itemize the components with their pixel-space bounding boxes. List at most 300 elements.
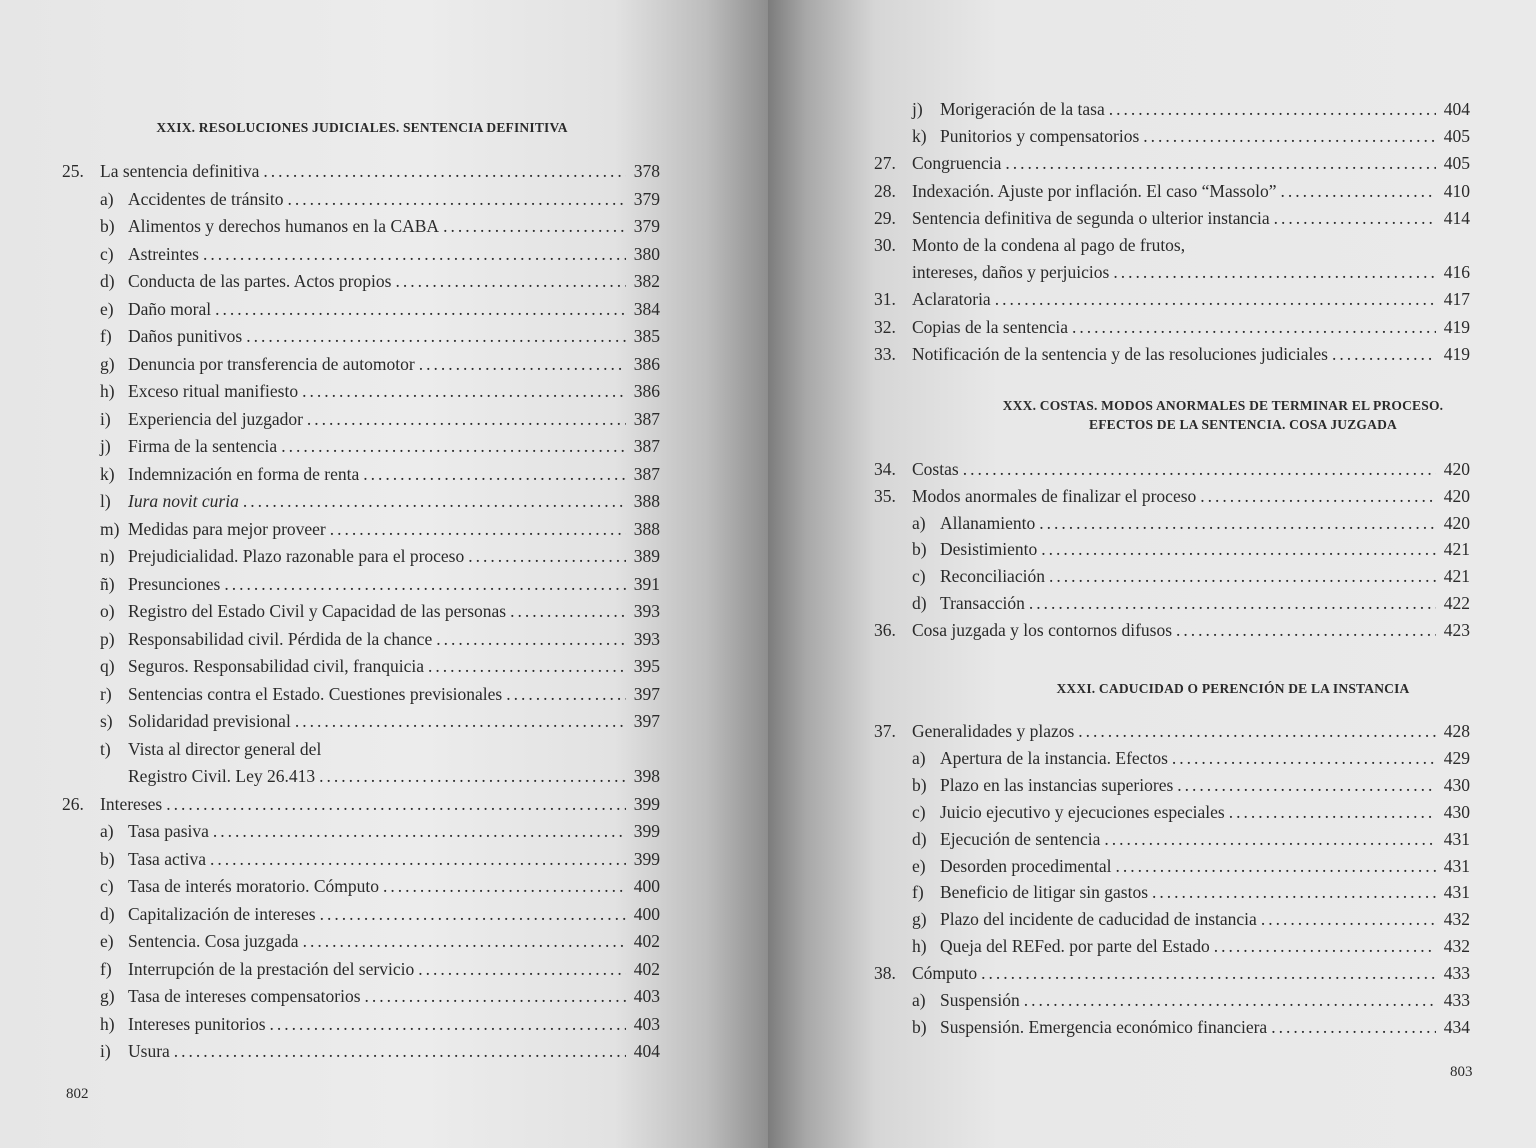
entry-title: Sentencias contra el Estado. Cuestiones previsionales xyxy=(128,683,503,704)
toc-entry xyxy=(62,378,660,405)
entry-letter: k) xyxy=(912,126,927,147)
entry-title: Cosa juzgada y los contornos difusos xyxy=(912,619,1173,640)
entry-number xyxy=(874,772,912,799)
entry-number xyxy=(62,626,100,653)
entry-letter: l) xyxy=(100,491,111,511)
toc-entry xyxy=(62,213,660,240)
toc-entry xyxy=(62,1011,660,1038)
toc-entry-multiline-first xyxy=(874,232,1470,259)
entry-page: 397 xyxy=(633,683,660,704)
entry-letter: f) xyxy=(100,958,112,979)
entry-title: Desistimiento xyxy=(940,539,1038,560)
entry-page: 405 xyxy=(1443,153,1470,174)
entry-letter: a) xyxy=(912,747,926,768)
entry-title: Congruencia xyxy=(912,153,1002,174)
entry-title: Denuncia por transferencia de automotor xyxy=(128,353,415,374)
entry-title: Tasa activa xyxy=(128,848,206,869)
entry-title: Medidas para mejor proveer xyxy=(128,518,326,539)
entry-page: 402 xyxy=(633,958,660,979)
entry-number xyxy=(62,406,100,433)
entry-title: Registro Civil. Ley 26.413 xyxy=(128,766,316,786)
entry-number xyxy=(62,901,100,928)
entry-title: Transacción xyxy=(940,593,1025,613)
entry-page: 378 xyxy=(633,161,660,181)
entry-number xyxy=(874,510,912,537)
entry-page: 422 xyxy=(1443,593,1470,613)
right-page xyxy=(768,0,1536,1148)
entry-title: Queja del REFed. por parte del Estado xyxy=(940,936,1210,957)
dot-leader xyxy=(1172,745,1436,772)
entry-page: 385 xyxy=(633,326,660,346)
toc-entry xyxy=(874,772,1470,799)
dot-leader xyxy=(307,406,626,433)
entry-number xyxy=(62,928,100,955)
entry-page: 410 xyxy=(1443,180,1470,201)
entry-title: Ejecución de sentencia xyxy=(940,828,1101,849)
entry-number xyxy=(62,488,100,515)
section-title-xxx-line2: EFECTOS DE LA SENTENCIA. COSA JUZGADA xyxy=(1089,417,1397,432)
entry-page: 421 xyxy=(1443,539,1470,560)
entry-page: 400 xyxy=(633,903,660,924)
entry-page: 379 xyxy=(633,188,660,209)
entry-number xyxy=(874,590,912,617)
dot-leader xyxy=(468,543,626,570)
toc-entry-multiline-first xyxy=(62,736,660,763)
toc-entry xyxy=(874,906,1470,933)
toc-entry xyxy=(62,268,660,295)
dot-leader xyxy=(963,456,1436,483)
entry-number: 37. xyxy=(874,721,896,741)
entry-number: 36. xyxy=(874,619,896,640)
entry-title: Generalidades y plazos xyxy=(912,721,1075,741)
entry-title: Tasa de interés moratorio. Cómputo xyxy=(128,876,380,896)
dot-leader xyxy=(1116,853,1436,880)
dot-leader xyxy=(395,268,626,295)
toc-entry xyxy=(874,536,1470,563)
dot-leader xyxy=(319,763,626,790)
dot-leader xyxy=(243,488,626,515)
entry-page: 403 xyxy=(633,1013,660,1034)
toc-entry xyxy=(62,901,660,928)
toc-entry xyxy=(62,928,660,955)
dot-leader xyxy=(1152,879,1436,906)
entry-page: 431 xyxy=(1443,828,1470,849)
entry-page: 423 xyxy=(1443,619,1470,640)
entry-letter: b) xyxy=(100,216,115,236)
toc-entry xyxy=(62,158,660,185)
entry-title: Plazo del incidente de caducidad de instancia xyxy=(940,909,1257,930)
entry-letter: i) xyxy=(100,408,111,429)
entry-page: 399 xyxy=(633,793,660,814)
entry-title: Vista al director general del xyxy=(128,738,322,759)
entry-letter: c) xyxy=(912,801,926,822)
entry-page: 417 xyxy=(1443,289,1470,310)
toc-entry xyxy=(874,456,1470,483)
dot-leader xyxy=(506,681,626,708)
entry-number: 33. xyxy=(874,343,896,364)
dot-leader xyxy=(1039,510,1436,537)
entry-title: Desorden procedimental xyxy=(940,855,1112,876)
entry-letter: ñ) xyxy=(100,573,115,594)
entry-number xyxy=(874,987,912,1014)
entry-page: 397 xyxy=(633,711,660,731)
entry-title: Costas xyxy=(912,459,959,479)
entry-page: 420 xyxy=(1443,459,1470,479)
entry-page: 384 xyxy=(633,298,660,319)
toc-entry xyxy=(874,590,1470,617)
toc-entry xyxy=(62,323,660,350)
entry-letter: c) xyxy=(100,876,114,896)
entry-letter: c) xyxy=(912,566,926,587)
entry-title: Experiencia del juzgador xyxy=(128,408,303,429)
entry-number xyxy=(62,543,100,570)
entry-number xyxy=(62,1011,100,1038)
entry-title: Astreintes xyxy=(128,243,199,264)
toc-entry xyxy=(62,433,660,460)
toc-entry xyxy=(62,241,660,268)
entry-page: 388 xyxy=(633,491,660,511)
entry-letter: o) xyxy=(100,601,115,621)
entry-number xyxy=(62,433,100,460)
entry-letter: e) xyxy=(100,298,114,319)
entry-number xyxy=(62,186,100,213)
toc-entry xyxy=(62,791,660,818)
entry-number xyxy=(62,708,100,735)
dot-leader xyxy=(1005,150,1436,177)
entry-title: Registro del Estado Civil y Capacidad de las personas xyxy=(128,601,507,621)
entry-title: Plazo en las instancias superiores xyxy=(940,774,1174,795)
entry-number xyxy=(874,879,912,906)
entry-page: 414 xyxy=(1443,207,1470,228)
entry-page: 379 xyxy=(633,216,660,236)
entry-number xyxy=(62,818,100,845)
entry-letter: a) xyxy=(100,821,114,841)
entry-letter: h) xyxy=(100,381,115,401)
toc-entry xyxy=(62,516,660,543)
entry-number: 29. xyxy=(874,207,896,228)
dot-leader xyxy=(246,323,626,350)
entry-title: Reconciliación xyxy=(940,566,1045,587)
entry-page: 431 xyxy=(1443,855,1470,876)
dot-leader xyxy=(174,1038,626,1065)
toc-entry xyxy=(62,571,660,598)
dot-leader xyxy=(1229,799,1436,826)
toc-entry xyxy=(874,314,1470,341)
dot-leader xyxy=(1078,718,1436,745)
toc-entry xyxy=(874,510,1470,537)
entry-title: La sentencia definitiva xyxy=(100,161,260,181)
dot-leader xyxy=(320,901,626,928)
entry-number xyxy=(874,563,912,590)
entry-letter: m) xyxy=(100,518,120,539)
entry-page: 430 xyxy=(1443,801,1470,822)
toc-entry xyxy=(874,150,1470,177)
toc-entry xyxy=(874,960,1470,987)
entry-letter: p) xyxy=(100,628,115,649)
toc-entry xyxy=(874,718,1470,745)
entry-page: 432 xyxy=(1443,909,1470,930)
entry-letter: d) xyxy=(912,828,927,849)
entry-letter: b) xyxy=(912,1016,927,1037)
toc-entry xyxy=(874,483,1470,510)
entry-number xyxy=(62,873,100,900)
entry-title: Accidentes de tránsito xyxy=(128,188,284,209)
page-number-right: 803 xyxy=(1450,1064,1473,1080)
dot-leader xyxy=(428,653,626,680)
dot-leader xyxy=(224,571,626,598)
entry-page: 386 xyxy=(633,381,660,401)
entry-title: Sentencia definitiva de segunda o ulterior instancia xyxy=(912,207,1270,228)
entry-letter: e) xyxy=(912,855,926,876)
entry-title: Solidaridad previsional xyxy=(128,711,291,731)
entry-page: 434 xyxy=(1443,1016,1470,1037)
entry-number xyxy=(62,598,100,625)
entry-number xyxy=(62,1038,100,1065)
dot-leader xyxy=(263,158,626,185)
entry-title: Firma de la sentencia xyxy=(128,436,278,456)
dot-leader xyxy=(418,956,626,983)
entry-number xyxy=(62,268,100,295)
entry-number xyxy=(62,213,100,240)
dot-leader xyxy=(443,213,626,240)
entry-title: Copias de la sentencia xyxy=(912,316,1068,337)
entry-title: Iura novit curia xyxy=(128,491,239,511)
entry-page: 399 xyxy=(633,848,660,869)
entry-number xyxy=(874,933,912,960)
entry-page: 433 xyxy=(1443,990,1470,1010)
entry-letter: g) xyxy=(100,986,115,1006)
toc-entry xyxy=(874,987,1470,1014)
entry-page: 398 xyxy=(633,766,660,786)
entry-page: 403 xyxy=(633,986,660,1006)
toc-entry xyxy=(62,983,660,1010)
entry-number xyxy=(62,351,100,378)
entry-title: Juicio ejecutivo y ejecuciones especiales xyxy=(940,801,1225,822)
dot-leader xyxy=(1214,933,1436,960)
entry-letter: h) xyxy=(100,1013,115,1034)
toc-entry xyxy=(62,488,660,515)
entry-letter: b) xyxy=(912,539,927,560)
entry-title: Seguros. Responsabilidad civil, franquicia xyxy=(128,656,424,676)
entry-title: intereses, daños y perjuicios xyxy=(912,262,1110,283)
entry-number xyxy=(874,906,912,933)
dot-leader xyxy=(365,983,626,1010)
entry-letter: f) xyxy=(100,326,112,346)
entry-title: Presunciones xyxy=(128,573,221,594)
entry-number xyxy=(874,1014,912,1041)
entry-page: 387 xyxy=(633,436,660,456)
entry-title: Tasa de intereses compensatorios xyxy=(128,986,361,1006)
toc-entry xyxy=(62,956,660,983)
dot-leader xyxy=(995,286,1436,313)
dot-leader xyxy=(215,296,626,323)
entry-page: 420 xyxy=(1443,485,1470,506)
entry-number xyxy=(62,461,100,488)
entry-letter: d) xyxy=(912,593,927,613)
entry-letter: d) xyxy=(100,903,115,924)
entry-number: 26. xyxy=(62,793,84,814)
entry-title: Aclaratoria xyxy=(912,289,991,310)
entry-letter: g) xyxy=(912,909,927,930)
dot-leader xyxy=(288,186,626,213)
entry-page: 389 xyxy=(633,546,660,566)
entry-title: Alimentos y derechos humanos en la CABA xyxy=(128,216,440,236)
entry-page: 420 xyxy=(1443,512,1470,533)
entry-number xyxy=(874,826,912,853)
toc-entry xyxy=(874,879,1470,906)
dot-leader xyxy=(363,461,626,488)
entry-number: 25. xyxy=(62,161,84,181)
dot-leader xyxy=(1104,826,1436,853)
entry-letter: b) xyxy=(100,848,115,869)
dot-leader xyxy=(419,351,626,378)
dot-leader xyxy=(1029,590,1436,617)
entry-page: 387 xyxy=(633,463,660,484)
entry-number xyxy=(874,123,912,150)
entry-number xyxy=(874,799,912,826)
entry-number: 30. xyxy=(874,235,896,255)
entry-page: 405 xyxy=(1443,126,1470,147)
entry-title: Intereses punitorios xyxy=(128,1013,266,1034)
dot-leader xyxy=(270,1011,626,1038)
entry-title: Conducta de las partes. Actos propios xyxy=(128,271,392,291)
entry-letter: b) xyxy=(912,774,927,795)
entry-title: Exceso ritual manifiesto xyxy=(128,381,299,401)
toc-entry xyxy=(62,873,660,900)
dot-leader xyxy=(1109,96,1436,123)
dot-leader xyxy=(383,873,626,900)
toc-entry xyxy=(62,461,660,488)
entry-number xyxy=(62,323,100,350)
entry-page: 393 xyxy=(633,628,660,649)
entry-number: 27. xyxy=(874,153,896,174)
entry-letter: n) xyxy=(100,546,115,566)
page-number-left: 802 xyxy=(66,1086,89,1102)
entry-letter: j) xyxy=(912,99,923,119)
entry-letter: a) xyxy=(912,990,926,1010)
entry-letter: t) xyxy=(100,738,111,759)
entry-letter: j) xyxy=(100,436,111,456)
entry-title: Prejudicialidad. Plazo razonable para el proceso xyxy=(128,546,465,566)
dot-leader xyxy=(1274,205,1436,232)
entry-title: Cómputo xyxy=(912,963,978,984)
entry-page: 387 xyxy=(633,408,660,429)
dot-leader xyxy=(302,378,626,405)
entry-letter: h) xyxy=(912,936,927,957)
entry-letter: k) xyxy=(100,463,115,484)
toc-entry xyxy=(874,123,1470,150)
entry-number xyxy=(62,378,100,405)
entry-page: 393 xyxy=(633,601,660,621)
entry-title: Indexación. Ajuste por inflación. El caso “Massolo” xyxy=(912,180,1277,201)
toc-entry-multiline-second xyxy=(912,259,1470,286)
dot-leader xyxy=(303,928,626,955)
entry-number xyxy=(62,846,100,873)
dot-leader xyxy=(1049,563,1436,590)
toc-entry xyxy=(62,351,660,378)
toc-entry xyxy=(62,186,660,213)
toc-entry xyxy=(874,933,1470,960)
entry-number: 31. xyxy=(874,289,896,310)
entry-letter: f) xyxy=(912,882,924,903)
entry-letter: g) xyxy=(100,353,115,374)
toc-entry xyxy=(62,1038,660,1065)
entry-letter: e) xyxy=(100,931,114,951)
entry-title: Modos anormales de finalizar el proceso xyxy=(912,485,1197,506)
entry-title: Daños punitivos xyxy=(128,326,243,346)
dot-leader xyxy=(210,846,626,873)
dot-leader xyxy=(330,516,626,543)
entry-title: Monto de la condena al pago de frutos, xyxy=(912,235,1186,255)
entry-page: 419 xyxy=(1443,343,1470,364)
entry-page: 404 xyxy=(633,1041,660,1061)
entry-number xyxy=(62,736,100,763)
entry-title: Sentencia. Cosa juzgada xyxy=(128,931,299,951)
entry-page: 399 xyxy=(633,821,660,841)
entry-page: 404 xyxy=(1443,99,1470,119)
entry-number xyxy=(874,96,912,123)
entry-letter: q) xyxy=(100,656,115,676)
toc-entry xyxy=(62,708,660,735)
entry-page: 391 xyxy=(633,573,660,594)
entry-number: 35. xyxy=(874,485,896,506)
dot-leader xyxy=(203,241,626,268)
entry-page: 400 xyxy=(633,876,660,896)
dot-leader xyxy=(1143,123,1436,150)
entry-number xyxy=(62,296,100,323)
entry-page: 433 xyxy=(1443,963,1470,984)
entry-page: 430 xyxy=(1443,774,1470,795)
entry-page: 419 xyxy=(1443,316,1470,337)
dot-leader xyxy=(1280,178,1436,205)
toc-entry xyxy=(62,406,660,433)
entry-title: Allanamiento xyxy=(940,512,1036,533)
entry-title: Capitalización de intereses xyxy=(128,903,316,924)
entry-number xyxy=(62,571,100,598)
dot-leader xyxy=(1177,772,1436,799)
entry-number xyxy=(62,983,100,1010)
entry-page: 428 xyxy=(1443,721,1470,741)
toc-entry xyxy=(874,617,1470,644)
toc-entry xyxy=(874,178,1470,205)
toc-entry xyxy=(874,1014,1470,1041)
toc-entry xyxy=(874,341,1470,368)
entry-page: 395 xyxy=(633,656,660,676)
entry-number: 38. xyxy=(874,963,896,984)
toc-entry xyxy=(62,296,660,323)
dot-leader xyxy=(1113,259,1436,286)
entry-page: 421 xyxy=(1443,566,1470,587)
entry-letter: a) xyxy=(100,188,114,209)
entry-number: 28. xyxy=(874,180,896,201)
entry-page: 402 xyxy=(633,931,660,951)
dot-leader xyxy=(1072,314,1436,341)
toc-entry xyxy=(874,745,1470,772)
toc-entry xyxy=(62,818,660,845)
dot-leader xyxy=(281,433,626,460)
entry-letter: s) xyxy=(100,711,113,731)
entry-number xyxy=(874,745,912,772)
dot-leader xyxy=(1271,1014,1436,1041)
entry-letter: r) xyxy=(100,683,112,704)
toc-entry xyxy=(874,563,1470,590)
dot-leader xyxy=(1024,987,1436,1014)
section-title-xxx-line1: XXX. COSTAS. MODOS ANORMALES DE TERMINAR EL PROCESO. xyxy=(1002,398,1444,413)
entry-page: 431 xyxy=(1443,882,1470,903)
dot-leader xyxy=(1332,341,1436,368)
entry-title: Responsabilidad civil. Pérdida de la chance xyxy=(128,628,433,649)
toc-entry xyxy=(874,853,1470,880)
